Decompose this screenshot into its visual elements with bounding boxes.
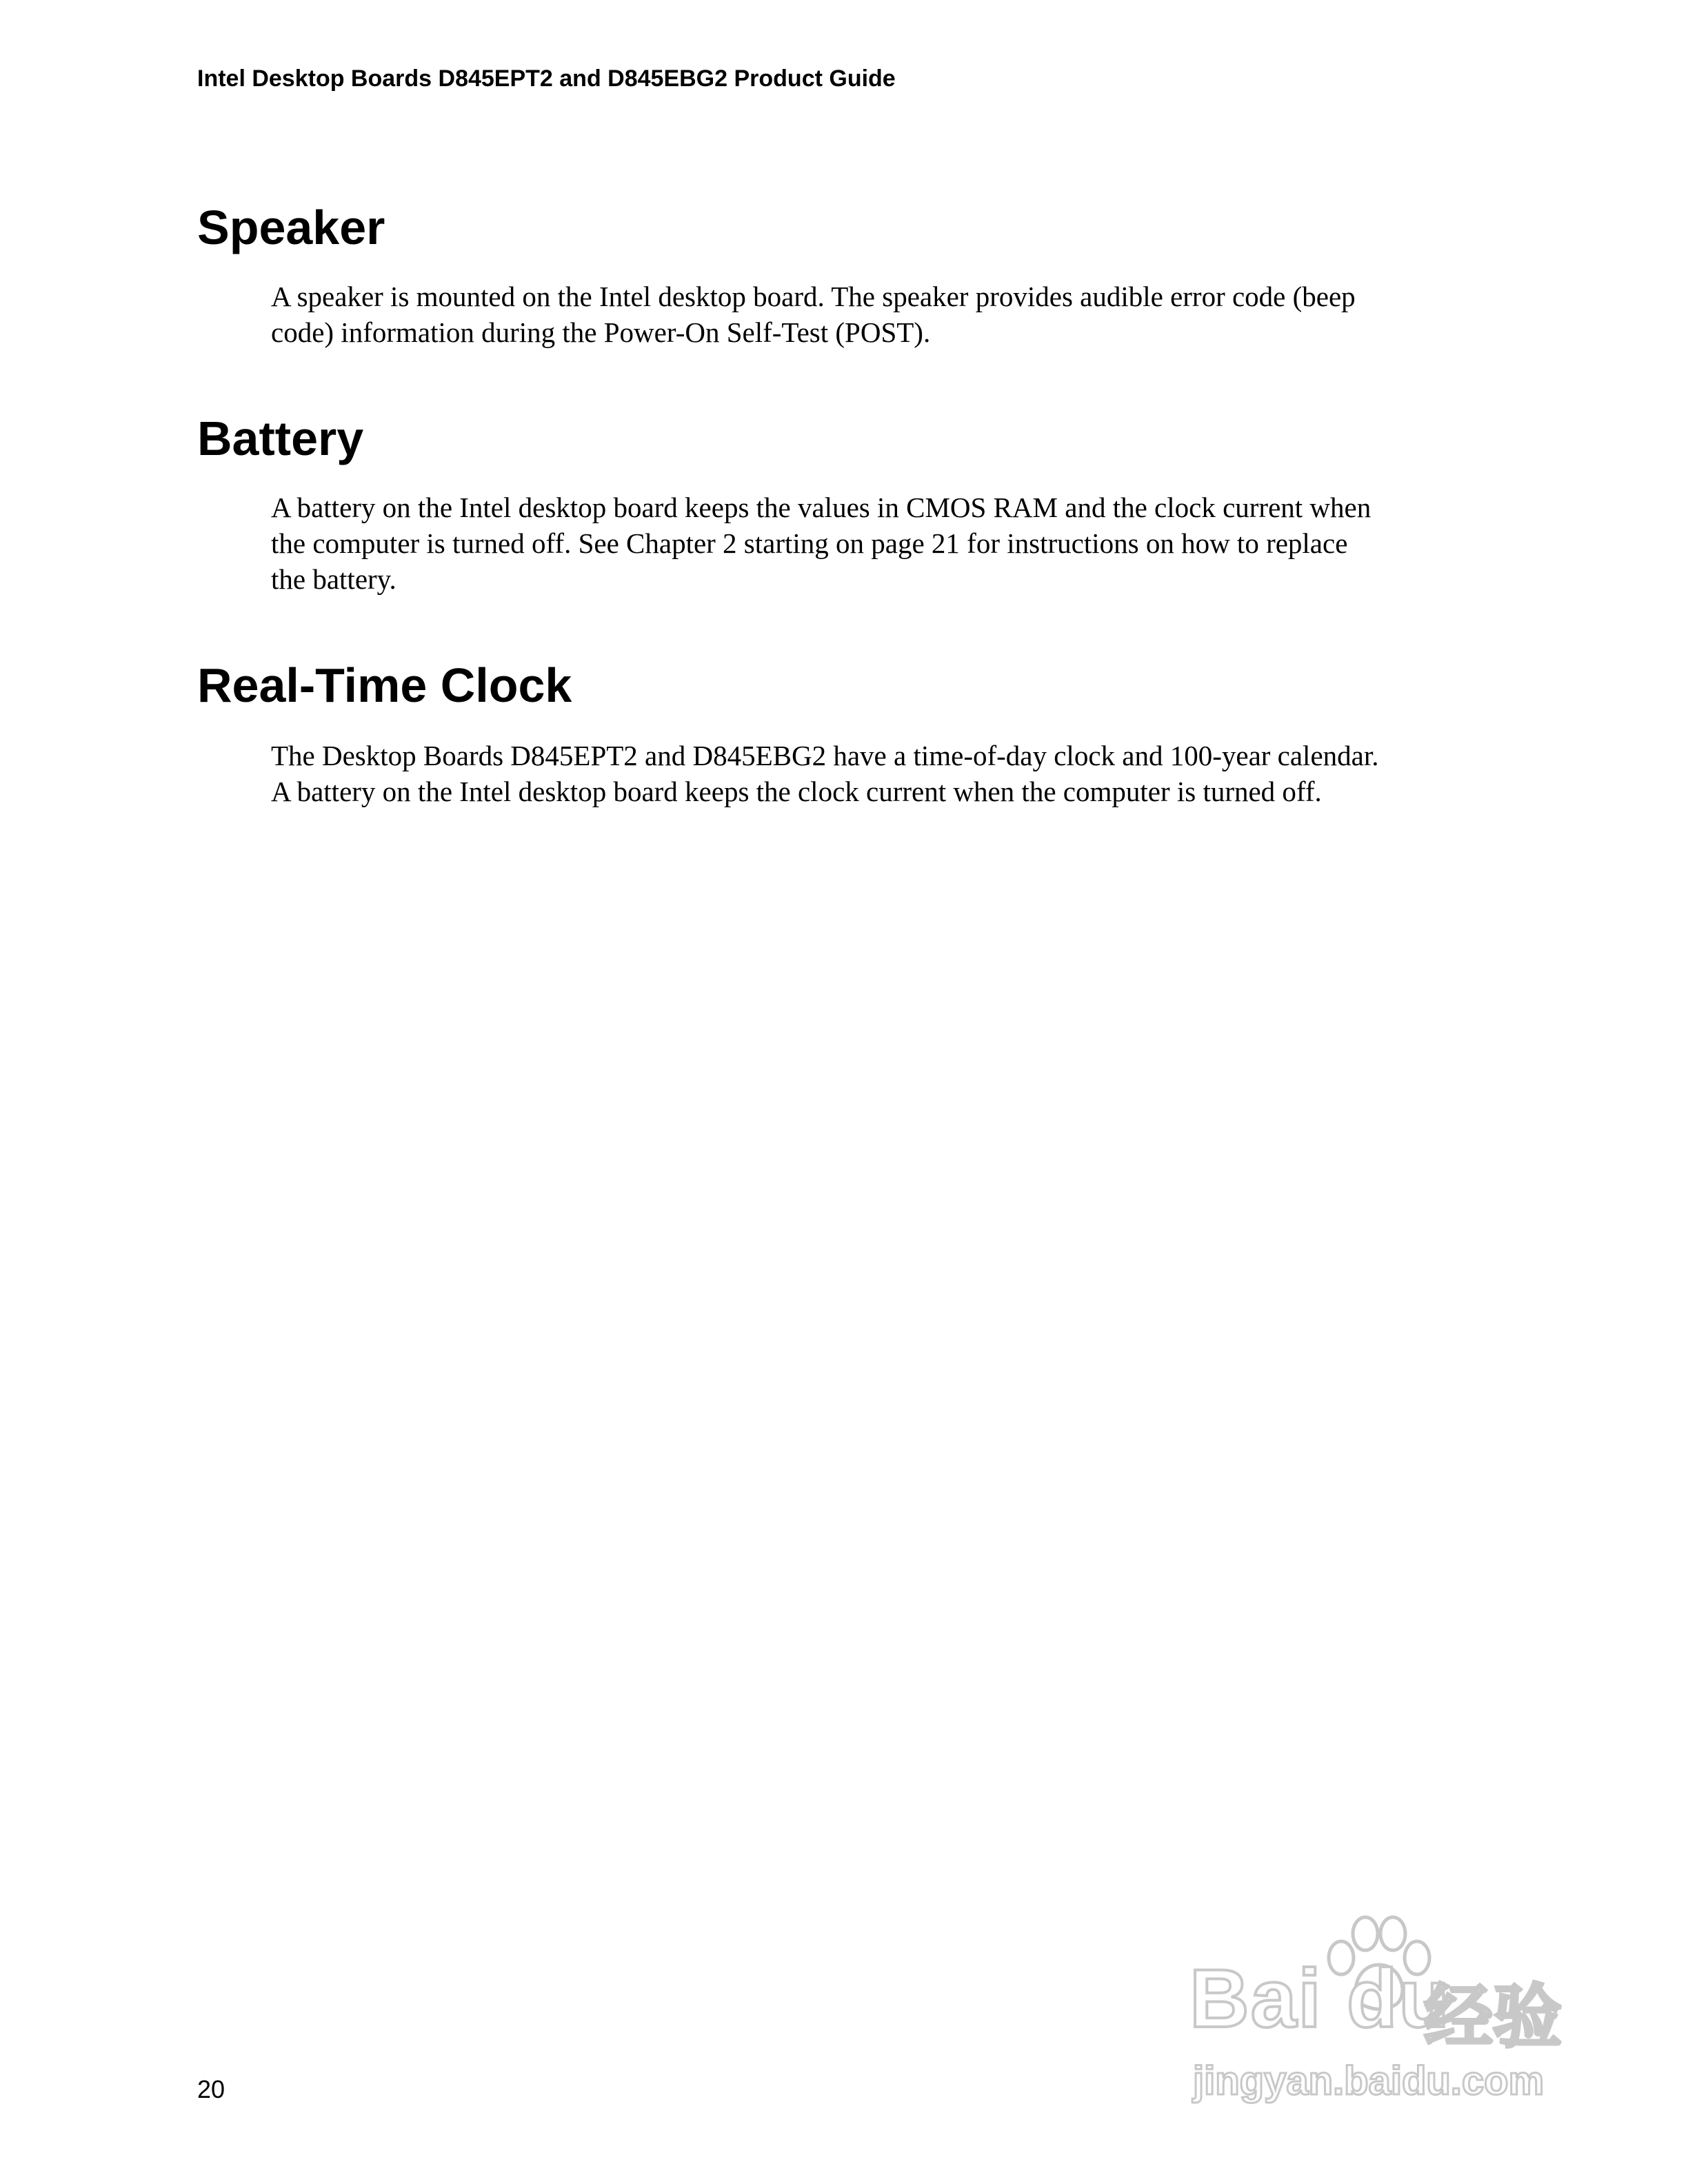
text-line: A battery on the Intel desktop board keeps the values in CMOS RAM and the clock current when [271,492,1372,523]
section-heading-speaker: Speaker [197,201,385,254]
text-line: A battery on the Intel desktop board keeps the clock current when the computer is turned off. [271,776,1322,807]
section-body-battery [271,489,1505,597]
section-body-real-time-clock [271,738,1505,809]
section-heading-real-time-clock: Real-Time Clock [197,658,572,712]
baidu-watermark [1183,1910,1582,2110]
text-line: the computer is turned off. See Chapter 2 starting on page 21 for instructions on how to replace [271,527,1348,559]
text-line: The Desktop Boards D845EPT2 and D845EBG2 have a time-of-day clock and 100-year calendar. [271,740,1379,771]
paragraph [271,738,1505,809]
text-line: A speaker is mounted on the Intel desktop board. The speaker provides audible error code (beep [271,281,1356,312]
watermark-url: jingyan.baidu.com [1193,2059,1545,2103]
paragraph [271,279,1505,350]
section-heading-battery: Battery [197,412,364,465]
page-number: 20 [197,2075,225,2103]
paragraph [271,489,1505,597]
section-body-speaker [271,279,1505,350]
text-line: code) information during the Power-On Self-Test (POST). [271,316,931,348]
text-line: the battery. [271,563,396,595]
watermark-brand: Bai du [1189,1952,1451,2045]
watermark-brand-cn: 经验 [1424,1979,1562,2056]
running-header: Intel Desktop Boards D845EPT2 and D845EBG2 Product Guide [197,65,896,92]
